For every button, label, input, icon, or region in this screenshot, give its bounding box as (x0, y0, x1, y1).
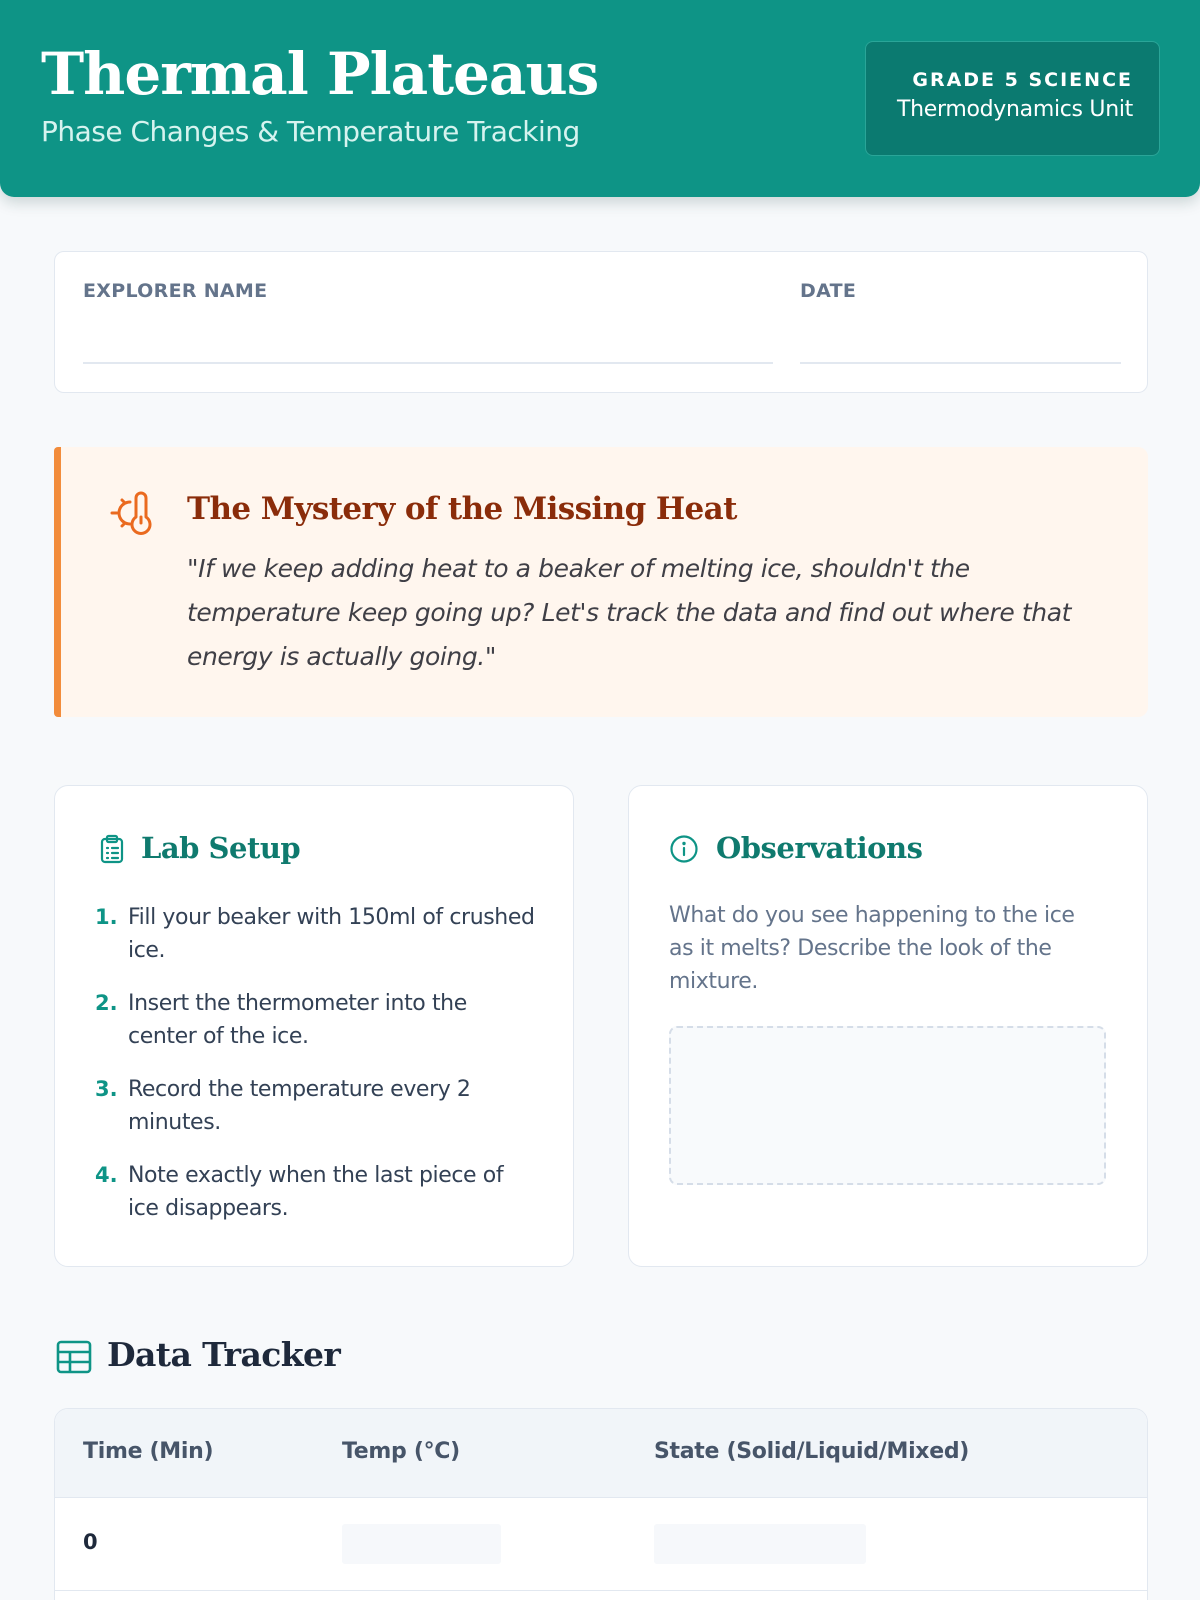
info-icon (669, 834, 699, 864)
page-title: Thermal Plateaus (41, 40, 599, 108)
grade-label: GRADE 5 SCIENCE (912, 69, 1133, 91)
step-text: Record the temperature every 2 minutes. (128, 1077, 471, 1135)
observations-answer-box[interactable] (669, 1026, 1106, 1185)
mystery-callout (54, 447, 1148, 717)
column-header-time: Time (Min) (83, 1439, 214, 1464)
clipboard-icon (97, 834, 127, 864)
unit-name: Thermodynamics Unit (896, 97, 1133, 122)
mystery-quote: "If we keep adding heat to a beaker of melting ice, shouldn't the temperature keep going up? Let's track the data and find out where that energy is actually going." (187, 554, 1072, 671)
column-header-state: State (Solid/Liquid/Mixed) (654, 1439, 970, 1464)
data-tracker-table (54, 1408, 1148, 1600)
lab-setup-card (54, 785, 574, 1267)
step-text: Note exactly when the last piece of ice disappears. (128, 1163, 504, 1221)
step-number: 3. (95, 1077, 118, 1101)
explorer-name-label: EXPLORER NAME (83, 280, 268, 302)
explorer-info-card (54, 251, 1148, 393)
list-item (95, 987, 535, 1053)
observations-card (628, 785, 1148, 1267)
date-label: DATE (800, 280, 857, 302)
table-row (55, 1498, 1147, 1591)
list-item (95, 1073, 535, 1139)
column-header-temp: Temp (°C) (342, 1439, 460, 1464)
unit-badge (865, 41, 1160, 156)
explorer-name-field[interactable] (83, 362, 773, 364)
step-number: 2. (95, 991, 118, 1015)
list-item (95, 901, 535, 967)
observations-prompt: What do you see happening to the ice as it melts? Describe the look of the mixture. (669, 903, 1075, 994)
step-number: 1. (95, 905, 118, 929)
lab-setup-title: Lab Setup (141, 831, 301, 865)
time-cell: 0 (83, 1530, 98, 1554)
step-text: Fill your beaker with 150ml of crushed ice. (128, 905, 535, 963)
step-text: Insert the thermometer into the center of the ice. (128, 991, 467, 1049)
table-header (55, 1409, 1147, 1498)
lab-steps-list (95, 901, 535, 1245)
step-number: 4. (95, 1163, 118, 1187)
list-item (95, 1159, 535, 1225)
header-banner (0, 0, 1200, 197)
temp-input[interactable] (342, 1524, 501, 1564)
data-tracker-title: Data Tracker (107, 1335, 341, 1374)
state-input[interactable] (654, 1524, 866, 1564)
table-grid-icon (56, 1339, 92, 1375)
date-field[interactable] (800, 362, 1121, 364)
observations-title: Observations (716, 831, 923, 865)
page-subtitle: Phase Changes & Temperature Tracking (41, 115, 580, 148)
mystery-title: The Mystery of the Missing Heat (187, 491, 737, 527)
sun-thermometer-icon (108, 487, 160, 539)
